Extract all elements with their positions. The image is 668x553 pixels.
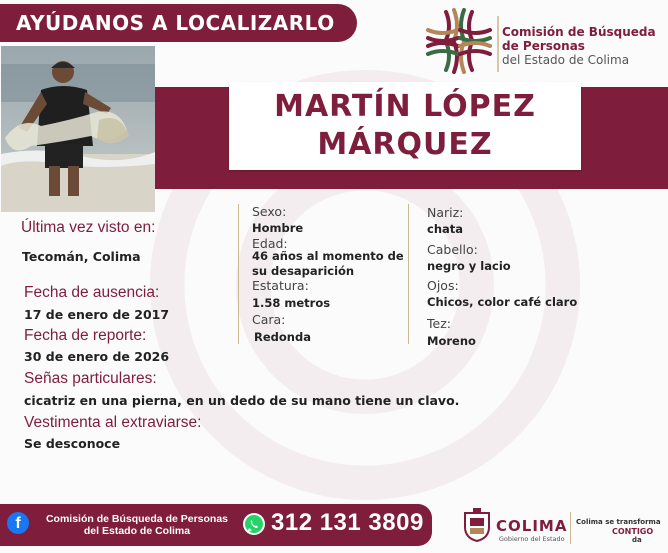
eyes-label: Ojos: [427,278,459,293]
distinguishing-marks-label: Señas particulares: [24,370,157,387]
person-photo-illustration [1,46,155,212]
skin-value: Moreno [427,334,476,348]
footer-org-line-2: del Estado de Colima [83,525,191,537]
header-title: AYÚDANOS A LOCALIZARLO [16,11,335,35]
agency-line-3: del Estado de Colima [502,53,630,67]
absence-date-value: 17 de enero de 2017 [24,307,170,322]
sex-label: Sexo: [252,204,287,219]
whatsapp-icon[interactable] [242,512,266,536]
hair-label: Cabello: [427,242,478,257]
slogan-line-2: CONTIGO [612,527,654,536]
face-label: Cara: [252,312,286,327]
state-government-label: Gobierno del Estado [498,535,565,543]
age-value-line-1: 46 años al momento de [252,249,404,263]
footer-org-line-1: Comisión de Búsqueda de Personas [45,513,229,525]
state-government-logo [496,517,567,543]
state-crest-icon [462,507,492,543]
skin-label: Tez: [427,316,451,331]
facebook-icon[interactable]: f [7,512,29,534]
distinguishing-marks-value: cicatriz en una pierna, en un dedo de su mano tiene un clavo. [24,393,460,408]
contact-phone[interactable]: 312 131 3809 [271,509,424,536]
clothing-value: Se desconoce [24,436,121,451]
hair-value: negro y lacio [427,259,511,273]
slogan [576,518,668,545]
person-name [229,82,581,170]
nose-value: chata [427,222,464,236]
state-name: COLIMA [496,517,568,535]
last-seen-label: Última vez visto en: [21,219,156,236]
report-date-value: 30 de enero de 2026 [24,349,170,364]
person-name-line-2: MÁRQUEZ [317,127,493,162]
agency-name [502,25,656,67]
features-divider-left [238,204,239,344]
features-divider-right [408,204,409,344]
age-label: Edad: [252,236,288,251]
person-photo [1,46,155,212]
clothing-label: Vestimenta al extraviarse: [24,414,202,431]
eyes-value: Chicos, color café claro [427,295,578,309]
nose-label: Nariz: [427,205,464,220]
absence-date-label: Fecha de ausencia: [24,284,160,301]
height-value: 1.58 metros [252,296,331,310]
last-seen-value: Tecomán, Colima [22,249,141,264]
agency-line-1: Comisión de Búsqueda [502,25,656,39]
height-label: Estatura: [252,278,309,293]
person-name-line-1: MARTÍN LÓPEZ [274,89,536,124]
sex-value: Hombre [252,221,304,235]
header-banner [0,4,357,42]
commission-logo-icon [424,6,494,76]
age-value-line-2: su desaparición [252,264,355,278]
logo-divider [497,16,499,72]
slogan-line-1: Colima se transforma [576,518,661,526]
slogan-line-3: da [632,536,642,544]
footer-org-name [34,513,240,537]
report-date-label: Fecha de reporte: [24,327,147,344]
face-value: Redonda [254,330,311,344]
footer-divider [570,512,571,544]
agency-line-2: de Personas [502,39,585,53]
